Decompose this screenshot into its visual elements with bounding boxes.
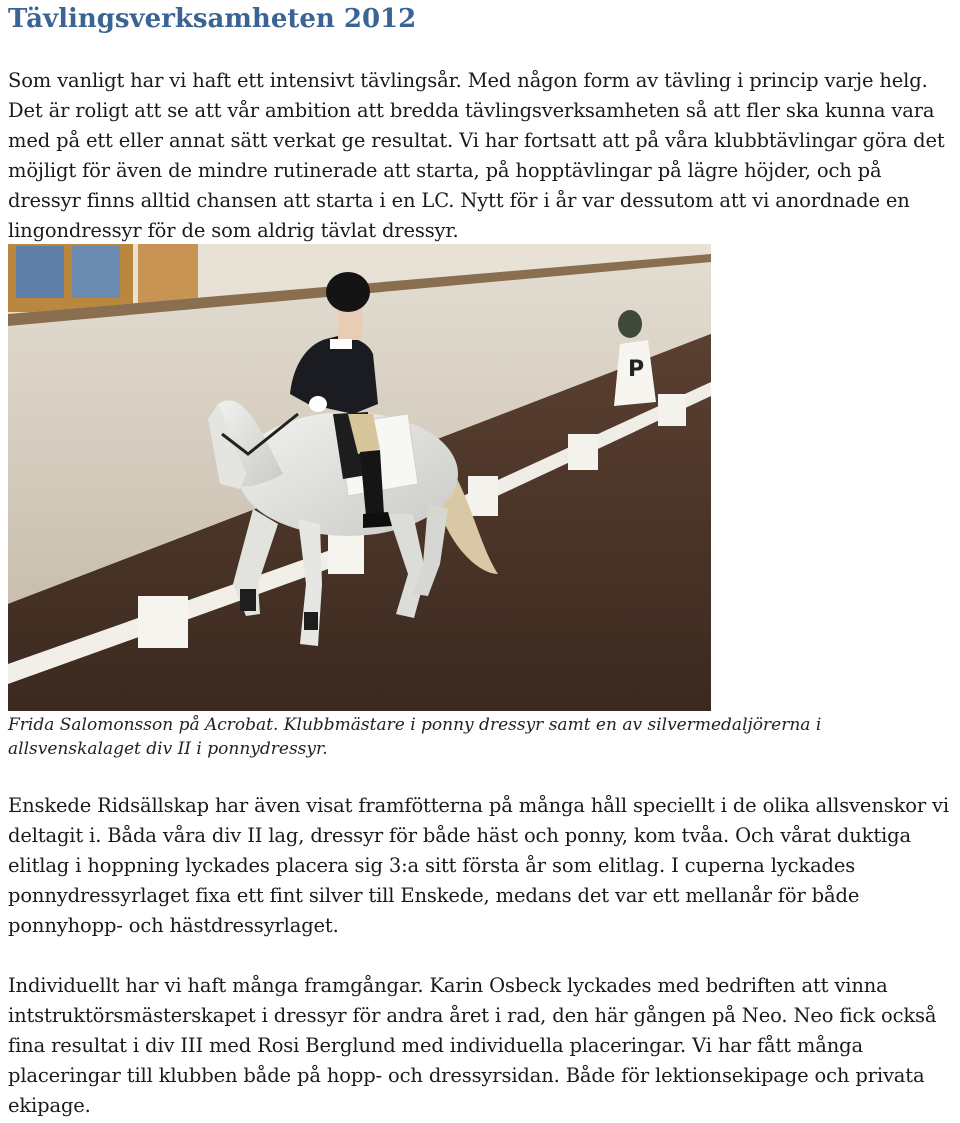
paragraph-teams: Enskede Ridsällskap har även visat framfötterna på många håll speciellt i de olika allsvenskor vi deltagit i. Båda våra div II lag, dressyr för både häst och ponny, kom tvåa. Och vårat duktiga elitlag i hoppning lyckades placera sig 3:a sitt första år som elitlag. I cuperna lyckades ponnydressyrlaget fixa ett fint silver till Enskede, medans det var ett mellanår för både ponnyhopp- och hästdressyrlaget.: [8, 794, 950, 937]
paragraph-intro: Som vanligt har vi haft ett intensivt tävlingsår. Med någon form av tävling i princip varje helg. Det är roligt att se att vår ambition att bredda tävlingsverksamheten så att fler ska kunna vara med på ett eller annat sätt verkat ge resultat. Vi har fortsatt att på våra klubbtävlingar göra det möjligt för även de mindre rutinerade att starta, på hopptävlingar på lägre höjder, och på dressyr finns alltid chansen att starta i en LC. Nytt för i år var dessutom att vi anordnade en lingondressyr för de som aldrig tävlat dressyr.: [8, 69, 945, 242]
photo-caption: Frida Salomonsson på Acrobat. Klubbmästare i ponny dressyr samt en av silvermedaljörerna i allsvenskalaget div II i ponnydressyr.: [8, 715, 822, 759]
document-title: Tävlingsverksamheten 2012: [8, 4, 417, 34]
paragraph-individual: Individuellt har vi haft många framgångar. Karin Osbeck lyckades med bedriften att vinna intstruktörsmästerskapet i dressyr för andra året i rad, den här gången på Neo. Neo fick också fina resultat i div III med Rosi Berglund med individuella placeringar. Vi har fått många placeringar till klubben både på hopp- och dressyrsidan. Både för lektionsekipage och privata ekipage.: [8, 974, 937, 1117]
arena-marker-letter: P: [627, 357, 645, 382]
dressage-photo: [8, 244, 711, 711]
